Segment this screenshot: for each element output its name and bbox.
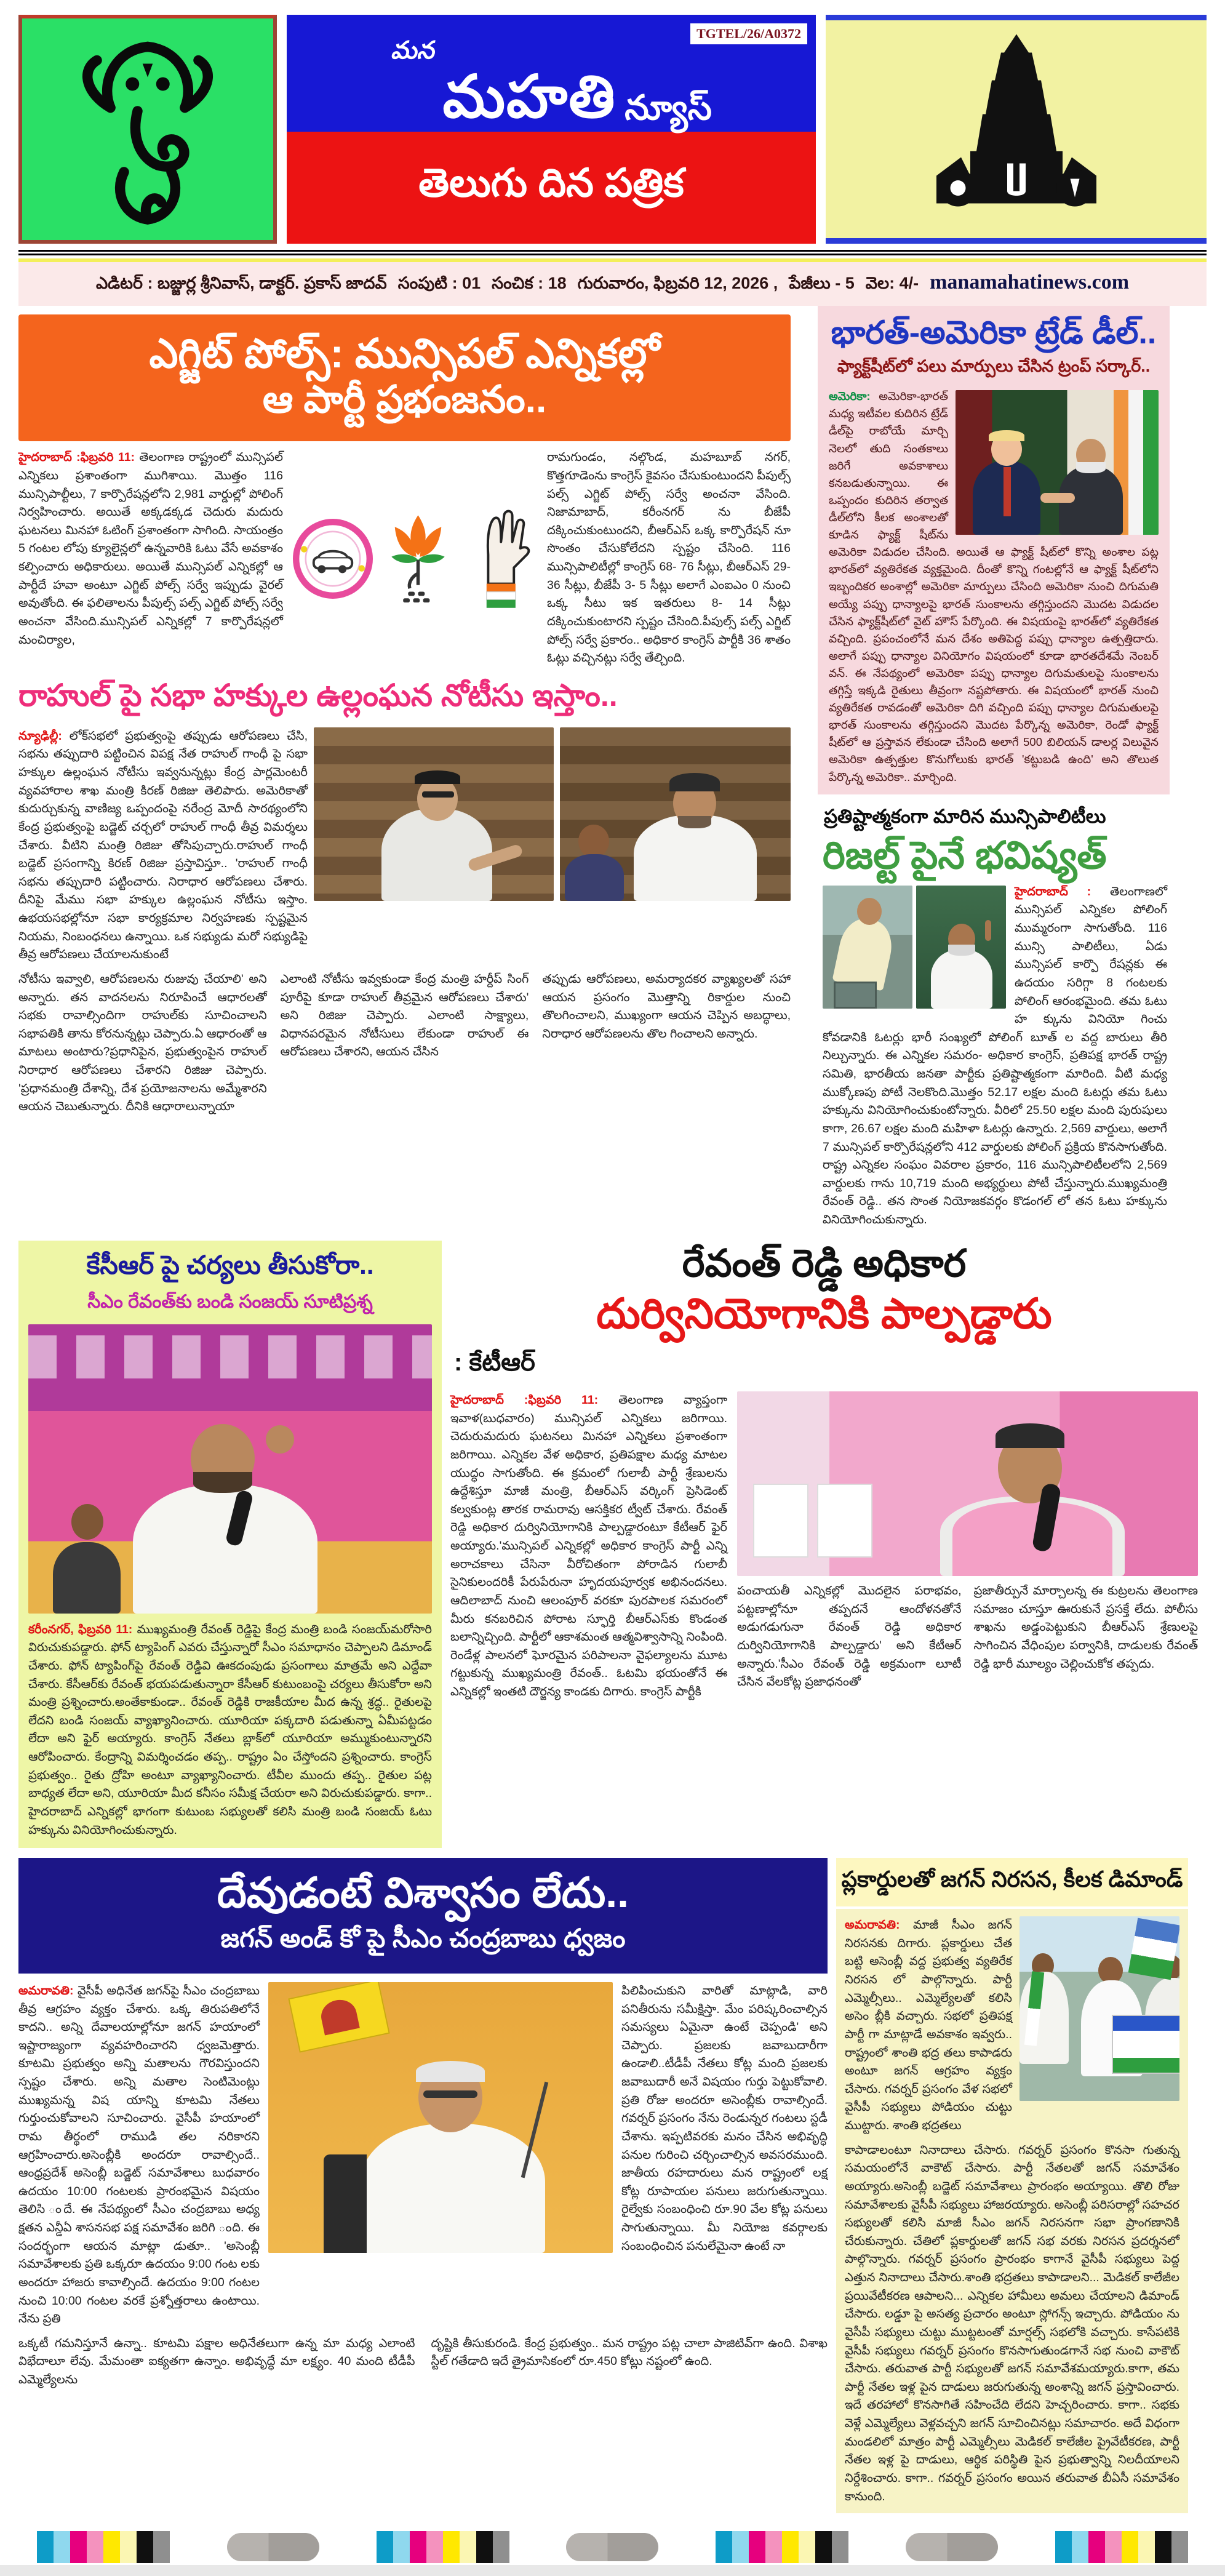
banner-portrait: [753, 1484, 808, 1558]
rahul-cont1: నోటీసు ఇవ్వాలి, ఆరోపణలను రుజువు చేయాలి' అని అన్నారు. తన వాదనలను నిరూపించే ఆధారలతో సభకు రావాల్సిందిగా రాహుల్‌కు సూచించాలని సభాపతికి తాను కోరనున్నట్లు చెప్పారు.ఏ ఆధారంతో ఆ మాటలు అంటారు?ప్రధానిపైన, ప్రభుత్వంపైన రాహుల్ నిరాధార ఆరోపణలు చేశారని రిజిజు చెప్పారు. 'ప్రధానమంత్రి దేశాన్ని, దేశ ప్రయోజనాలను అమ్మేశారని ఆయన చెబుతున్నారు. దీనికి ఆధారాలున్నాయా: [18, 972, 267, 1114]
jagan-protest-photo: [1020, 1916, 1179, 2101]
rahul-gandhi-parliament-photo: [560, 727, 791, 901]
website-link[interactable]: manamahatinews.com: [930, 271, 1130, 294]
polling-photos: [823, 886, 1007, 1009]
dateline: హైదరాబాద్ :: [1015, 884, 1091, 898]
protest-placard: [1112, 2015, 1179, 2074]
background-member: [578, 825, 609, 858]
color-swatch-group: [37, 2531, 170, 2563]
dateline: అమరావతి:: [18, 1983, 74, 1998]
hair: [669, 773, 720, 791]
kcr-article: [18, 1241, 442, 1849]
trade-deal-article: [818, 306, 1170, 794]
ysrcp-flag: [1128, 1918, 1179, 1980]
lead-headline-box: [18, 314, 791, 441]
dateline: హైదరాబాద్ :ఫిబ్రవరి 11:: [450, 1393, 599, 1407]
ktr-headline-line2: దుర్వినియోగానికి పాల్పడ్డారు: [596, 1290, 1052, 1337]
paper-subtitle: తెలుగు దిన పత్రిక: [418, 161, 684, 205]
tdp-flag: [288, 1982, 389, 2053]
beard: [193, 1472, 252, 1493]
bandi-sanjay-photo: [28, 1324, 432, 1614]
red-tie: [1004, 467, 1011, 516]
trump-modi-photo: [956, 390, 1159, 535]
handshake: [1040, 493, 1075, 503]
trump-hair: [989, 430, 1024, 441]
cbn-headline-line1: దేవుడంటే విశ్వాసం లేదు..: [217, 1870, 629, 1917]
dateline: అమరావతి:: [845, 1918, 900, 1932]
kcr-headline: కేసీఆర్ పై చర్యలు తీసుకోరా..: [86, 1250, 374, 1279]
beard: [678, 816, 711, 828]
lead-headline-line1: ఎగ్జిట్ పోల్స్: మున్సిపల్ ఎన్నికల్లో: [149, 330, 660, 376]
background-person: [53, 1542, 121, 1614]
revanth-voting-photo: [823, 886, 912, 1009]
jagan-kicker: ప్లకార్డులతో జగన్ నిరసన, కీలక డిమాండ్: [836, 1858, 1188, 1906]
bjp-lotus-symbol-icon: [377, 508, 460, 612]
background-member: [565, 854, 624, 901]
trade-subhead: ఫ్యాక్ట్‌షీట్‌లో పలు మార్పులు చేసిన ట్రంప్ సర్కార్..: [837, 357, 1151, 376]
white-hair: [416, 2061, 485, 2082]
trade-body-text: అమెరికా-భారత్ మధ్య ఇటీవల కుదిరిన ట్రేడ్ డీల్‌పై రాబోయే మార్చి నెలలో తుది సంతకాలు జరిగే అవకాశాలు కనబడుతున్నాయి. ఈ ఒప్పందం కుదిరిన తర్వాత డీల్‌లోని కీలక అంశాలతో కూడిన ఫ్యాక్ట్ షీట్‌ను అమెరికా విడుదల చేసింది. అయితే ఆ ఫ్యాక్ట్ షీట్‌లో కొన్ని అంశాల పట్ల భారత్‌లో వ్యతిరేకత వ్యక్తమైంది. దీంతో కొన్ని గంటల్లోనే ఆ ఫ్యాక్ట్ షీట్‌లోని ఇబ్బందికర అంశాల్లో అమెరికా మార్పులు చేసింది అమెరికా నుంచి దిగుమతి అయ్యే పప్పు ధాన్యాలపై భారత్ సుంకాలను తగ్గిస్తుందని మొదట విడుదల చేసిన ఫ్యాక్ట్‌షీట్‌లో వైట్ హౌస్ పేర్కొంది. ఈ విషయంపై భారత్‌లో వ్యతిరేకత వచ్చింది. ప్రపంచంలోనే మన దేశం అతిపెద్ద పప్పు ధాన్యాల ఉత్పత్తిదారు. అలాగే పప్పు ధాన్యాల వినియోగం విషయంలో కూడా భారతదేశమే నెంబర్ వన్. ఈ నేపథ్యంలో అమెరికా పప్పు ధాన్యాల దిగుమతులపై సుంకాలను తగ్గిస్తే ఇక్కడి రైతులు తీవ్రంగా నష్టపోతారు. ఈ విషయంలో భారత్ నుంచి వ్యతిరేకత రావడంతో అమెరికా దిగి వచ్చింది పప్పు ధాన్యాల దిగుమతులపై భారత్ సుంకాలను తగ్గిస్తుందని మొదట పేర్కొన్న అమెరికా, రెండో ఫ్యాక్ట్ షీట్‌లో ఆ ప్రస్తావన లేకుండా చేసింది అలాగే 500 బిలియన్ డాలర్ల విలువైన అమెరికా ఉత్పత్తుల కొనుగోలుకు భారత్ 'కట్టుబడి ఉంది' అని తొలుత పేర్కొన్న అమెరికా.. మార్చింది.: [829, 390, 1159, 783]
editor-credit: ఎడిటర్ : బజ్జుర్ల శ్రీనివాస్, డాక్టర్. ప్రకాస్ జాదవ్: [95, 274, 387, 292]
result-headline: రిజల్ట్ పైనే భవిష్యత్: [823, 834, 1107, 877]
exit-poll-col2: రామగుండం, నల్గొండ, మహబూబ్ నగర్, కొత్తగూడెంను కాంగ్రెస్ కైవసం చేసుకుంటుందని పీపుల్స్ పల్స్ ఎగ్జిట్ పోల్స్ సర్వే అంచనా వేసింది. నిజామాబాద్, కరీంనగర్ ను బీజేపీ దక్కించుకుంటుందని, బీఆర్ఎస్ ఒక్క కార్పొరేషన్ నూ సొంతం చేసుకోలేదని స్పష్టం చేసింది. 116 మున్సిపాలిటీల్లో కాంగ్రెస్ 68- 76 సీట్లు, బీఆర్ఎస్ 29- 36 సీట్లు, బీజేపీ 3- 5 సీట్లు అలాగే ఎంఐఎం 0 నుంచి ఒక్క సీటు ఇక ఇతరులు 8- 14 సీట్లు దక్కించుకుంటారని స్పష్టం చేసింది.పీపుల్స్ పల్స్ ఎగ్జిట్ పోల్స్ సర్వే ప్రకారం.. అధికార కాంగ్రెస్ పార్టీకి 36 శాతం ఓట్లు వచ్చినట్లు సర్వే తేల్చింది.: [547, 450, 791, 665]
modi-beard: [1076, 462, 1106, 473]
registration-number: TGTEL/26/A0372: [690, 23, 807, 44]
pages-count: పేజీలు - 5: [789, 274, 855, 292]
price-label: వెల: 4/-: [865, 274, 919, 292]
rahul-col1: [18, 727, 308, 964]
masthead-title-block: [287, 15, 816, 244]
issue-label: సంచిక : 18: [492, 274, 567, 292]
kcr-body: [28, 1621, 432, 1840]
masthead: [0, 0, 1225, 246]
cbn-section: [18, 1858, 828, 2513]
grey-beard: [948, 945, 975, 956]
temple-logo-box: [826, 15, 1207, 244]
ballot-box: [834, 982, 877, 1009]
figure-silhouette: [931, 950, 992, 1009]
kcr-body-text: ముఖ్యమంత్రి రేవంత్ రెడ్డిపై కేంద్ర మంత్రి బండి సంజయ్‌మరోసారి విరుచుకుపడ్డారు. ఫోన్ ట్యాపింగ్ ఎవరు చేస్తున్నారో సీఎం సమాధానం చెప్పాలని డిమాండ్ చేశారు. ఫోన్ ట్యాపింగ్‌పై రేవంత్ రెడ్డివి ఊకదంపుడు ప్రసంగాలు మాత్రమే అని ఎద్దేవా చేశారు. కేసీఆర్‌కు రేవంత్ భయపడుతున్నారా కేసీఆర్ కుటుంబంపై చర్యలు తీసుకోరా అని మంత్రి ప్రశ్నించారు.అంతేకాకుండా.. రేవంత్ రెడ్డికి రాజకీయాల మీద ఉన్న శ్రద్ధ.. రైతులపై లేదని బండి సంజయ్ వ్యాఖ్యానించారు. యూరియా పక్కదారి పడుతున్నా ఏమీపట్టడం లేదా అని ఫైర్ అయ్యారు. కాంగ్రెస్ నేతలు బ్లాక్‌లో యూరియా అమ్ముకుంటున్నారని ఆరోపించారు. కేంద్రాన్ని విమర్శించడం తప్ప.. రాష్ట్రం ఏం చేస్తోందని ప్రశ్నించారు. కాంగ్రెస్ ప్రభుత్వం.. రైతు ద్రోహి అంటూ వ్యాఖ్యానించారు. టీవీల ముందు తప్ప.. రైతుల పట్ల బాధ్యత లేదా అని, యూరియా మీద కనీసం సమీక్ష చేయరా అని విరుచుకుపడ్డారు. కాగా.. హైదరాబాద్ ఎన్నికల్లో భాగంగా కుటుంబ సభ్యులతో కలిసి మంత్రి బండి సంజయ్ ఓటు హక్కును వినియోగించుకున్నారు.: [28, 1622, 432, 1837]
trs-car-symbol-icon: [293, 519, 373, 602]
ganesha-icon: [55, 26, 240, 233]
lead-headline-line2: ఆ పార్టీ ప్రభంజనం..: [262, 378, 547, 421]
raised-finger: [985, 920, 991, 941]
party-symbols-image: [293, 449, 537, 668]
color-swatch-group: [716, 2531, 848, 2563]
cbn-col1-text: వైసీపీ అధినేత జగన్‌పై సీఎం చంద్రబాబు తీవ్ర ఆగ్రహం వ్యక్తం చేశారు. ఒక్క తిరుపతిలోనే కాదని.. అన్ని దేవాలయాల్లోనూ జగన్ హయాంలో ఇష్టారాజ్యంగా వ్యవహరించారని ధ్వజమెత్తారు. కూటమి ప్రభుత్వం అన్ని మతాలను గౌరవిస్తుందని స్పష్టం చేశారు. అన్ని మతాల సెంటిమెంట్లు ముఖ్యమన్న విష యాన్ని కూటమి నేతలు గుర్తుంచుకోవాలని సూచించారు. వైసీపీ హయాంలో రామ తీర్థంలో రాముడి తల నరికారని ఆగ్రహించారు.అసెంబ్లీకి అందరూ రావాల్సిందే.. ఆంధ్రప్రదేశ్ అసెంబ్లీ బడ్జెట్ సమావేశాలు బుధవారం ఉదయం 10:00 గంటలకు ప్రారంభమైన విషయం తెలిసి ందే. ఈ నేపథ్యంలో సీఎం చంద్రబాబు అధ్య క్షతన ఎన్డీఏ శాసనసభ పక్ష సమావేశం జరిగి ంది. ఈ సందర్భంగా ఆయన మాట్లా డుతూ.. 'అసెంబ్లీ సమావేశాలకు ప్రతి ఒక్కరూ ఉదయం 9:00 గంట లకు అందరూ హాజరు కావాల్సిందే. ఉదయం 9:00 గంటల నుంచి 10:00 గంటల వరకే ప్రశ్నోత్తరాలు ఉంటాయి. నేను ప్రతి: [18, 1983, 260, 2326]
figure-silhouette: [832, 914, 896, 991]
paper-title-suffix: న్యూస్: [624, 88, 712, 127]
ktr-col3: ప్రజాతీర్పునే మార్చాలన్న ఈ కుట్రలను తెలంగాణ సమాజం చూస్తూ ఊరుకునే ప్రసక్తే లేదు. పోలీసు శాఖను అడ్డంపెట్టుకుని బీఆర్ఎస్ శ్రేణులపై సాగించిన వేధింపుల పర్వానికి, దాడులకు రేవంత్ రెడ్డి భారీ మూల్యం చెల్లించుకోక తప్పదు.: [973, 1584, 1198, 1671]
jagan-section: [836, 1858, 1207, 2513]
paper-title: మహతి: [442, 64, 616, 130]
banner-portrait: [817, 1484, 872, 1558]
cbn-article-tail: [18, 2335, 828, 2390]
background-person: [71, 1504, 103, 1540]
ktr-headline-line1: రేవంత్ రెడ్డి అధికార: [682, 1242, 967, 1285]
chandrababu-photo: [268, 1982, 613, 2253]
rahul-article-continuation: [18, 970, 791, 1116]
print-color-bar: [37, 2529, 1188, 2565]
right-column: [818, 306, 1188, 1230]
figure-silhouette: [857, 898, 882, 925]
tdp-emblem: [318, 1997, 360, 2036]
cbn-headline-line2: జగన్ అండ్ కో పై సీఎం చంద్రబాబు ధ్వజం: [220, 1923, 626, 1953]
issue-info-bar: [18, 262, 1207, 306]
chair: [324, 2154, 367, 2253]
ktr-col2: పంచాయతీ ఎన్నికల్లో మొదలైన పరాభవం, పట్టణాల్లోనూ తప్పదనే ఆందోళనతోనే అడుగడుగునా రేవంత్ రెడ్డి అధికార దుర్వినియోగానికి పాల్పడ్డారు' అని కేటీఆర్ అన్నారు.'సీఎం రేవంత్ రెడ్డి అక్రమంగా లూటీ చేసిన వేలకోట్ల ప్రజాధనంతో: [737, 1584, 962, 1689]
cbn-tail1: ఒక్కటీ గమనిస్తూనే ఉన్నా.. కూటమి పక్షాల అధినేతలుగా ఉన్న మా మధ్య ఎలాంటి విభేదాలూ లేవు. మేమంతా ఐక్యతగా ఉన్నాం. అభివృద్ధే మా లక్ష్యం. 40 మంది టీడీపీ ఎమ్మెల్యేలను: [18, 2336, 415, 2387]
grey-registration-pill: [906, 2533, 998, 2561]
ktr-col1: [450, 1391, 727, 1702]
volume-label: సంపుటి : 01: [397, 274, 481, 292]
glasses: [422, 791, 454, 798]
dateline: హైదరాబాద్ :ఫిబ్రవరి 11:: [18, 450, 135, 465]
exit-poll-col1: [18, 449, 283, 668]
masthead-prefix: మన: [391, 37, 434, 64]
masthead-blue-band: [287, 15, 816, 132]
grey-registration-pill: [566, 2533, 658, 2561]
figure-silhouette: [361, 2124, 545, 2253]
ktr-col1-text: తెలంగాణ వ్యాప్తంగా ఇవాళ(బుధవారం) మున్సిపల్ ఎన్నికలు జరిగాయి. చెదురుమదురు ఘటనలు మినహా ఎన్నికలు ప్రశాంతంగా జరిగాయి. ఎన్నికల వేళ అధికార, ప్రతిపక్షాల మధ్య మాటల యుద్ధం సాగుతోంది. ఈ క్రమంలో గులాబీ పార్టీ శ్రేణులను ఉద్దేశిస్తూ మాజీ మంత్రి, బీఆర్ఎస్ వర్కింగ్ ప్రెసిడెంట్ కల్వకుంట్ల తారక రామరావు ఆసక్తికర ట్వీట్ చేశారు. రేవంత్ రెడ్డి అధికార దుర్వినియోగానికి పాల్పడ్డారంటూ కేటీఆర్ ఫైర్ అయ్యారు.'మున్సిపల్ ఎన్నికల్లో అధికార కాంగ్రెస్ పార్టీ ఎన్ని అరాచకాలు చేసినా వీరోచితంగా పోరాడిన గులాబీ సైనికులందరికీ పేరుపేరునా హృదయపూర్వక అభినందనలు. ఆదిలాబాద్ నుంచి ఆలంపూర్ వరకూ పురపాలక సమరంలో మీరు కనబరిచిన పోరాట స్ఫూర్తి బీఆర్ఎస్‌కు కొండంత బలాన్నిచ్చింది. పార్టీలో ఆకాశమంత ఆత్మవిశ్వాసాన్ని నింపింది. రెండేళ్ల పాలనలో ఘోరమైన పరిపాలనా వైఫల్యాలను మూట గట్టుకున్న ముఖ్యమంత్రి రేవంత్.. ఓటమి భయంతోనే ఈ ఎన్నికల్లో ఇంతటి దౌర్జన్య కాండకు దిగారు. కాంగ్రెస్ పార్టీకి: [450, 1393, 727, 1699]
cbn-headline-box: [18, 1858, 828, 1974]
rahul-col1-text: లోక్‌సభలో ప్రభుత్వంపై తప్పుడు ఆరోపణలు చేసి, సభను తప్పుదారి పట్టించిన విపక్ష నేత రాహుల్ గాంధీ పై సభా హక్కుల ఉల్లంఘన నోటీసు ఇవ్వనున్నట్లు కేంద్ర పార్లమెంటరీ వ్యవహారాల శాఖ మంత్రి కిరణ్ రిజిజు తెలిపారు. అమెరికాతో కుదుర్చుకున్న వాణిజ్య ఒప్పందంపై నరేంద్ర మోదీ సారథ్యంలోని కేంద్ర ప్రభుత్వంపై బడ్జెట్ చర్చలో రాహుల్ గాంధీ తీవ్ర విమర్శలు చేశారు. వీటిని మంత్రి రిజిజు తోసిపుచ్చారు.రాహుల్ గాంధీ బడ్జెట్ ప్రసంగాన్ని కిరణ్ రిజిజు ప్రస్తావిస్తూ.. 'రాహుల్ గాంధీ సభను తప్పుదారి పట్టించారు. నిరాధార ఆరోపణలు చేశారు. దీనిపై మేము సభా హక్కుల ఉల్లంఘన నోటీసు ఇస్తాం. ఉభయసభల్లోనూ సభా కార్యక్రమాల నిర్వహణకు స్పష్టమైన నియమ, నింబంధనలు ఉన్నాయి. ఒక సభ్యుడు మరో సభ్యుడిపై తీవ్ర ఆరోపణలు చేయాలనుకుంటే: [18, 729, 308, 962]
issue-date: గురువారం, ఫిబ్రవరి 12, 2026 ,: [577, 274, 778, 292]
venkateswara-gopuram-icon: [924, 26, 1109, 233]
glasses: [423, 2090, 477, 2098]
header-divider: [18, 250, 1207, 257]
result-article: [818, 794, 1170, 1230]
kiren-rijiju-parliament-photo: [314, 727, 554, 901]
rahul-cont3: తప్పుడు ఆరోపణలు, అమర్యాదకర వ్యాఖ్యలతో సహా ఆయన ప్రసంగం మొత్తాన్ని రికార్డుల నుంచి తొలగించాలని, ముఖ్యంగా ఆయన చెప్పిన అబద్ధాలు, నిరాధార ఆరోపణలను తొల గించాలని అన్నారు.: [542, 972, 791, 1041]
rahul-headline: రాహుల్ పై సభా హక్కుల ఉల్లంఘన నోటీసు ఇస్తాం..: [18, 678, 618, 713]
congress-hand-symbol-icon: [463, 506, 537, 614]
figure-silhouette: [381, 809, 492, 901]
color-swatch-group: [377, 2531, 509, 2563]
dateline: అమెరికా:: [829, 390, 871, 403]
rahul-article: [18, 727, 791, 964]
jagan-col1: [845, 1916, 1012, 2135]
cbn-article: [18, 1982, 828, 2329]
result-body-text: తెలంగాణలో మున్సిపల్ ఎన్నికల పోలింగ్ ముమ్మరంగా సాగుతోంది. 116 మున్సి పాలిటీలు, ఏడు మున్సిపల్ కార్పొ రేషన్లకు ఈ ఉదయం సరిగ్గా 8 గంటలకు పోలింగ్ ఆరంభమైంది. తమ ఓటు హ క్కును వినియో గించు కోవడానికి ఓటర్లు భారీ సంఖ్యలో పోలింగ్ బూత్ ల వద్ద బారులు తీరి నిల్చున్నారు. ఈ ఎన్నికల సమరం- అధికార కాంగ్రెస్, ప్రతిపక్ష భారత్ రాష్ట్ర సమితి, భారతీయ జనతా పార్టీకు ప్రతిష్టాత్మకంగా మారింది. వీటి మధ్య ముక్కోణపు పోటీ నెలకొంది.మొత్తం 52.17 లక్షల మంది ఓటర్లు తమ ఓటు హక్కును వినియోగించుకుంటోన్నారు. వీరిలో 25.50 లక్షల మంది పురుషులు కాగా, 26.67 లక్షల మంది మహిళా ఓటర్లు ఉన్నారు. 2,569 వార్డులు, అలాగే 7 మున్సిపల్ కార్పొరేషన్లలోని 412 వార్డులకు పోలింగ్ ప్రక్రియ కొనసాగుతోంది. రాష్ట్ర ఎన్నికల సంఘం వివరాల ప్రకారం, 116 మున్సిపాలిటీలలోని 2,569 వార్డులకు గాను 10,719 మంది అభ్యర్థులు పోటీ చేస్తున్నారు.ముఖ్యమంత్రి రేవంత్ రెడ్డి.. తన సొంత నియోజకవర్గం కొడంగల్ లో తన ఓటు హక్కును వినియోగించుకున్నారు.: [823, 884, 1168, 1227]
cbn-col2: పిలిపించుకుని వారితో మాట్లాడి, వారి పనితీరును సమీక్షిస్తా. మేం పరిష్కరించాల్సిన సమస్యలు ఏమైనా ఉంటే చెప్పండి' అని చెప్పారు. ప్రజలకు జవాబుదారీగా ఉండాలి..టీడీపీ నేతలు కోట్ల మంది ప్రజలకు జవాబుదారీ అనే విషయం గుర్తు పెట్టుకోవాలి. ప్రతి రోజు అందరూ అసెంబ్లీకు రావాల్సిందే. గవర్నర్ ప్రసంగం నేను రెండున్నర గంటలు స్టడీ చేశాను. ఇప్పటివరకు మనం చేసిన అభివృద్ధి పనుల గురించి చర్చించాల్సిన అవసరముంది. జాతీయ రహదారులు మన రాష్ట్రంలో లక్ష కోట్ల రూపాయల పనులు జరుగుతున్నాయి. రైల్వేకు సంబంధించి రూ.90 వేల కోట్ల పనులు సాగుతున్నాయి. మీ నియోజ కవర్గాలకు సంబంధించిన పనులేమైనా ఉంటే నా: [621, 1983, 828, 2253]
raised-fist: [266, 1425, 294, 1454]
pink-scarf: [952, 1502, 1112, 1576]
banner-text-blur: [28, 1335, 432, 1378]
bhatti-inked-finger-photo: [916, 886, 1006, 1009]
dateline: న్యూఢిల్లీ:: [18, 729, 62, 743]
ganesha-logo-box: [18, 15, 277, 244]
result-kicker: ప్రతిష్టాత్మకంగా మారిన మున్సిపాలిటీలు: [824, 805, 1106, 827]
dateline: కరీంనగర్, ఫిబ్రవరి 11:: [28, 1622, 133, 1636]
rahul-cont2: ఎలాంటి నోటీసు ఇవ్వకుండా కేంద్ర మంత్రి హర్దీప్ సింగ్ పూరీపై కూడా రాహుల్ తీవ్రమైన ఆరోపణలు చేశారు' అని రిజిజు చెప్పారు. ఎలాంటి సాక్ష్యాలు, విధానపరమైన నోటీసులు లేకుండా రాహుల్ ఈ ఆరోపణలు చేశారని, ఆయన చేసిన: [280, 972, 529, 1059]
jagan-article: [836, 1909, 1188, 2513]
color-swatch-group: [1055, 2531, 1188, 2563]
hair: [415, 770, 460, 784]
trade-headline: భారత్-అమెరికా ట్రేడ్ డీల్..: [831, 315, 1157, 351]
exit-poll-col1-text: తెలంగాణ రాష్ట్రంలో మున్సిపల్ ఎన్నికలు ప్రశాంతంగా ముగిశాయి. మొత్తం 116 మున్సిపాల్టీలు, 7 కార్పొరేషన్లలోని 2,981 వార్డుల్లో పోలింగ్ నిర్వహించారు. అయితే అక్కడక్కడ చెదురు మదురు ఘటనలు మినహా ఓటింగ్ ప్రశాంతంగా సాగింది. సాయంత్రం 5 గంటల లోపు క్యూలైన్లలో ఉన్నవారికి ఓటు వేసే అవకాశం కల్పించారు అధికారులు. అయితే మున్సిపల్ ఎన్నికల్లో ఆ పార్టీదే హవా అంటూ ఎగ్జిట్ పోల్స్ సర్వే ఇప్పుడు వైరల్ అవుతోంది. ఈ ఫలితాలను పీపుల్స్ పల్స్ ఎగ్జిట్ పోల్స్ సర్వే అంచనా వేసింది.మున్సిపల్ ఎన్నికల్లో 7 కార్పొరేషన్లలో మంచిర్యాల,: [18, 450, 283, 647]
figure-silhouette: [133, 1484, 317, 1614]
exit-poll-article: [18, 449, 791, 668]
kcr-subhead: సీఎం రేవంత్‌కు బండి సంజయ్ సూటిప్రశ్న: [87, 1291, 373, 1312]
ktr-photo: [737, 1391, 1198, 1576]
jagan-text2: కాపాడాలంటూ నినాదాలు చేసారు. గవర్నర్ ప్రసంగం కొనసా గుతున్న సమయంలోనే వాకౌట్ చేసారు. పార్టీ నేతలతో జగన్ సమావేశం అయ్యారు.అసెంబ్లీ బడ్జెట్ సమావేశాలు ప్రారంభం అయ్యాయి. తొలి రోజు సమావేశాలకు వైసీపీ సభ్యులు హాజరయ్యారు. అసెంబ్లీ పరిసరాల్లో సహచర సభ్యులతో కలిసి మాజీ సీఎం జగన్ నిరసనగా సభా ప్రాంగణానికి చేరుకున్నారు. చేతిలో ప్లకార్డులతో జగన్ సభ వరకు నిరసన ప్రదర్శనలో పాల్గొన్నారు. గవర్నర్ ప్రసంగం ప్రారంభం కాగానే వైసీపీ సభ్యులు పెద్ద ఎత్తున నినాదాలు చేసారు.శాంతి భద్రతలు కాపాడాలని... మెడికల్ కాలేజీల ప్రయివేటీకరణ ఆపాలని... ఎన్నికల హామీలు అమలు చేయాలని డిమాండ్ చేసారు. లడ్డూ పై అసత్య ప్రచారం అంటూ స్లోగన్స్ ఇచ్చారు. పోడియం ను వైసీపీ సభ్యులు చుట్టు ముట్టటంతో మార్షల్స్ సభలోకి వచ్చారు. కాసేపటికి వైసీపీ సభ్యులు గవర్నర్ ప్రసంగం కొనసాగుతుండగానే సభ నుంచి వాకౌట్ చేసారు. తరువాత పార్టీ సభ్యులతో జగన్ సమావేశమయ్యారు.కాగా, తమ పార్టీ నేతల ఇళ్ల పైన దాడులు జరుగుతున్న అంశాన్ని జగన్ ప్రస్తావించారు. ఇదే తరహాలో కొనసాగితే సహించేది లేదని హెచ్చరించారు. కాగా.. సభకు వెళ్లే ఎమ్మెల్యేలు వెళ్లవచ్చని జగన్ సూచించినట్లు సమాచారం. అదే విధంగా మండలిలో మాత్రం పార్టీ ఎమ్మెల్సీలు మెడికల్ కాలేజీల ప్రైవేటీకరణ, పార్టీ నేతల ఇళ్ల పై దాడులు, ఆర్థిక పరిస్థితి పైన ప్రభుత్వాన్ని నిలదీయాలని నిర్దేశించారు. కాగా.. గవర్నర్ ప్రసంగం అయిన తరువాత బీఏసీ సమావేశం కానుంది.: [845, 2143, 1179, 2503]
cbn-col1: [18, 1982, 260, 2329]
lead-section: [0, 306, 809, 1230]
hair: [996, 1423, 1064, 1448]
ktr-byline: : కేటీఆర్: [454, 1349, 535, 1377]
grey-registration-pill: [227, 2533, 319, 2561]
cbn-tail2: దృష్టికి తీసుకురండి. కేంద్ర ప్రభుత్వం.. మన రాష్ట్రం పట్ల చాలా పాజిటివ్‌గా ఉంది. విశాఖ స్టీల్ గతేడాది ఇదే త్రైమాసికంలో రూ.450 కోట్లు నష్టంలో ఉంది.: [431, 2336, 828, 2369]
ktr-article: [450, 1241, 1198, 1849]
jagan-col1-text: మాజీ సీఎం జగన్ నిరసనకు దిగారు. ప్లకార్డులు చేత బట్టి అసెంబ్లీ వద్ద ప్రభుత్వ వ్యతిరేక నిరసన లో పాల్గొన్నారు. పార్టీ ఎమ్మెల్సీలు.. ఎమ్మెల్యేలతో కలిసి అసెం బ్లీకి వచ్చారు. సభలో ప్రతిపక్ష పార్టీ గా మాట్లాడే అవకాశం ఇవ్వరు.. రాష్ట్రంలో శాంతి భద్ర తలు కాపాడరు అంటూ జగన్ ఆగ్రహం వ్యక్తం చేసారు. గవర్నర్ ప్రసంగం వేళ సభలో వైసీపీ సభ్యులు పోడియం చుట్టు ముట్టారు. శాంతి భద్రతలు: [845, 1918, 1012, 2133]
masthead-subtitle-band: [287, 132, 816, 244]
